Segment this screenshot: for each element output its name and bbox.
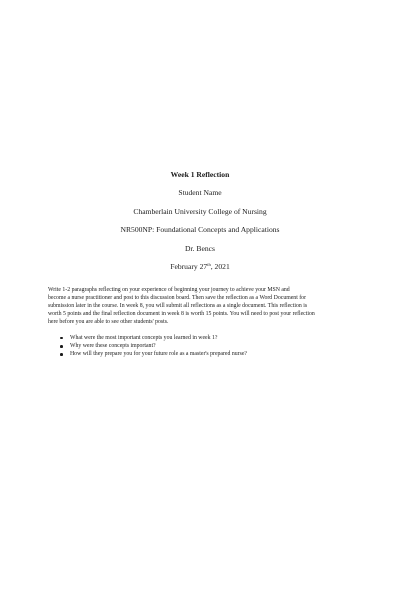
instructions-line: Write 1-2 paragraphs reflecting on your experience of beginning your journey to achieve your MSN and bbox=[48, 287, 290, 293]
instructions-line: here before you are able to see other students' posts. bbox=[48, 319, 169, 326]
list-item bbox=[60, 350, 340, 358]
list-item bbox=[60, 342, 340, 350]
submission-date bbox=[0, 262, 400, 272]
bullet-icon bbox=[60, 345, 63, 348]
question-text: How will they prepare you for your future role as a master's prepared nurse? bbox=[70, 351, 247, 358]
instructor-name: Dr. Bencs bbox=[185, 243, 215, 253]
list-item bbox=[60, 334, 340, 342]
student-name: Student Name bbox=[178, 188, 222, 198]
date-year: , 2021 bbox=[210, 261, 230, 271]
bullet-icon bbox=[60, 337, 63, 340]
instructions-line: become a nurse practitioner and post to this discussion board. Then save the reflection as a Word Document for bbox=[48, 295, 307, 302]
date-ordinal-suffix: th bbox=[207, 261, 211, 267]
date-month-day: February 27 bbox=[170, 261, 208, 271]
document-title: Week 1 Reflection bbox=[170, 170, 230, 179]
question-list bbox=[60, 334, 340, 359]
instructions-line: submission later in the course. In week 8, you will submit all reflections as a single document. This reflection is bbox=[48, 303, 308, 310]
institution-name: Chamberlain University College of Nursing bbox=[133, 206, 267, 216]
instructions-line: worth 5 points and the final reflection document in week 8 is worth 15 points. You will need to post your reflection bbox=[48, 311, 315, 318]
instructions-paragraph bbox=[48, 286, 353, 326]
question-text: Why were these concepts important? bbox=[70, 343, 156, 350]
question-text: What were the most important concepts you learned in week 1? bbox=[70, 335, 218, 341]
title-block bbox=[0, 170, 400, 272]
bullet-icon bbox=[60, 353, 63, 356]
course-name: NR500NP: Foundational Concepts and Applications bbox=[120, 225, 280, 235]
